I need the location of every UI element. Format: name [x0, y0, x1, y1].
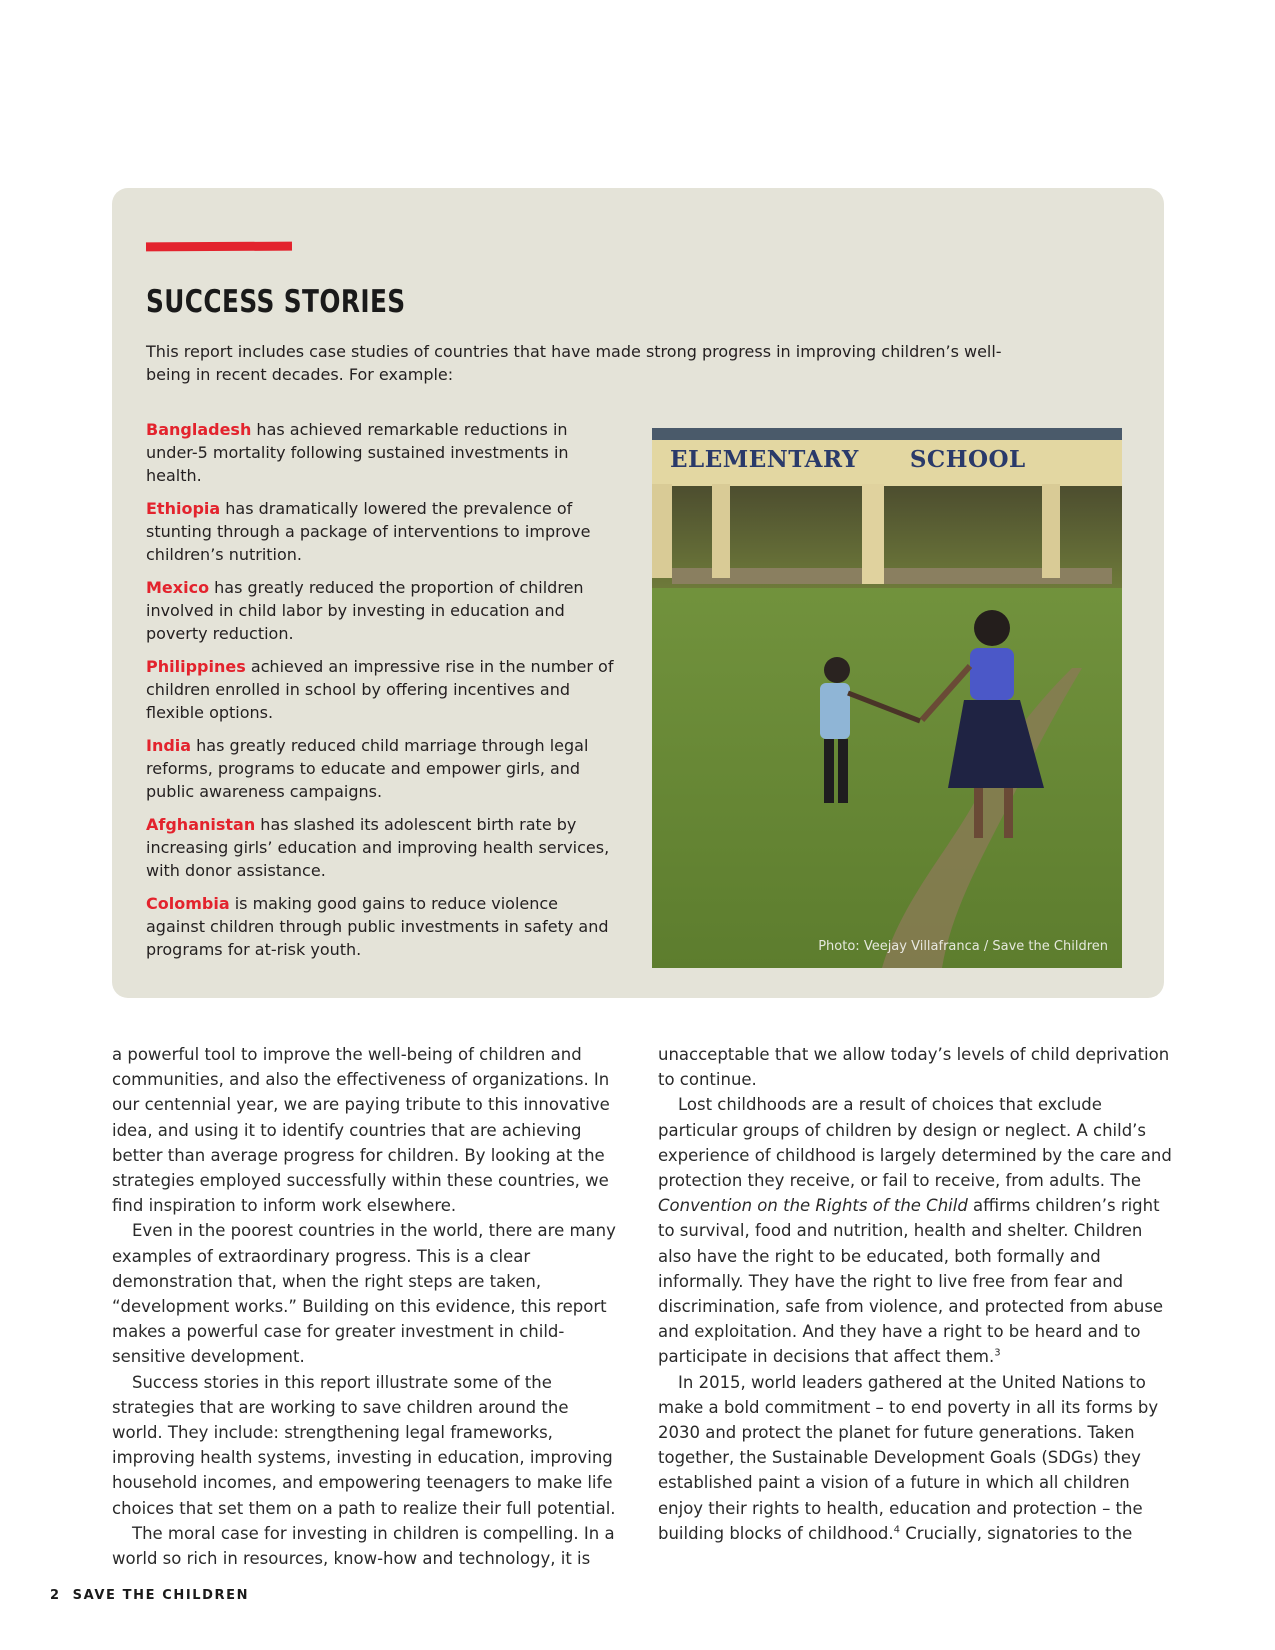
text-span: Lost childhoods are a result of choices that exclude particular groups of children by design or neglect. A child’s experience of childhood is largely determined by the care and protection they receive, or fail to receive, from adults. The	[658, 1095, 1172, 1191]
box-intro: This report includes case studies of countries that have made strong progress in improving children’s well-being in recent decades. For example:	[146, 342, 1002, 384]
footnote-ref: 4	[893, 1524, 901, 1536]
story-text: is making good gains to reduce violence against children through public investments in safety and programs for at-risk youth.	[146, 894, 609, 959]
story-item	[146, 655, 616, 724]
body-paragraph: a powerful tool to improve the well-being of children and communities, and also the effectiveness of organizations. In our centennial year, we are paying tribute to this innovative idea, and using it to identify countries that are achieving better than average progress for children. By looking at the strategies employed successfully within these countries, we find inspiration to inform work elsewhere.	[112, 1045, 610, 1216]
country-name: Mexico	[146, 578, 210, 597]
body-paragraph	[658, 1092, 1173, 1369]
story-item	[146, 497, 616, 566]
country-name: Philippines	[146, 657, 246, 676]
story-item	[146, 418, 616, 487]
body-paragraph: Success stories in this report illustrate some of the strategies that are working to save children around the world. They include: strengthening legal frameworks, improving health systems, investing in education, improving household incomes, and empowering teenagers to make life choices that set them on a path to realize their full potential.	[112, 1372, 616, 1518]
story-text: has achieved remarkable reductions in under-5 mortality following sustained investments in health.	[146, 420, 569, 485]
country-name: Ethiopia	[146, 499, 221, 518]
box-title: SUCCESS STORIES	[146, 284, 406, 320]
page-footer	[50, 1588, 249, 1603]
school-photo	[652, 428, 1122, 968]
school-sign-text: ELEMENTARY SCHOOL	[670, 446, 1026, 473]
story-text: has greatly reduced child marriage through legal reforms, programs to educate and empower girls, and public awareness campaigns.	[146, 736, 589, 801]
country-name: Colombia	[146, 894, 230, 913]
country-name: India	[146, 736, 192, 755]
story-item	[146, 813, 616, 882]
body-column-right	[658, 1042, 1173, 1546]
body-paragraph: Even in the poorest countries in the world, there are many examples of extraordinary progress. This is a clear demonstration that, when the right steps are taken, “development works.” Building on this evidence, this report makes a powerful case for greater investment in child-sensitive development.	[112, 1221, 616, 1367]
text-span: In 2015, world leaders gathered at the United Nations to make a bold commitment – to end poverty in all its forms by 2030 and protect the planet for future generations. Taken together, the Sustainable Development Goals (SDGs) they established paint a vision of a future in which all children enjoy their rights to health, education and protection – the building blocks of childhood.	[658, 1372, 1159, 1543]
body-paragraph: unacceptable that we allow today’s levels of child deprivation to continue.	[658, 1045, 1170, 1090]
body-paragraph: The moral case for investing in children is compelling. In a world so rich in resources, know-how and technology, it is	[112, 1523, 615, 1569]
country-name: Bangladesh	[146, 420, 252, 439]
story-item	[146, 576, 616, 645]
convention-title: Convention on the Rights of the Child	[658, 1196, 968, 1216]
story-item	[146, 892, 616, 961]
story-text: has greatly reduced the proportion of children involved in child labor by investing in education and poverty reduction.	[146, 578, 584, 643]
success-stories-list	[146, 418, 616, 971]
body-paragraph	[658, 1370, 1173, 1546]
accent-bar	[146, 242, 292, 252]
publication-name: SAVE THE CHILDREN	[72, 1588, 250, 1603]
success-stories-box	[112, 188, 1164, 998]
story-text: has slashed its adolescent birth rate by increasing girls’ education and improving health services, with donor assistance.	[146, 815, 610, 880]
text-span: affirms children’s right to survival, food and nutrition, health and shelter. Children also have the right to be educated, both formally and informally. They have the right to live free from fear and discrimination, safe from violence, and protected from abuse and exploitation. And they have a right to be heard and to participate in decisions that affect them.	[658, 1196, 1164, 1367]
story-text: achieved an impressive rise in the number of children enrolled in school by offering incentives and flexible options.	[146, 657, 614, 722]
text-span: Crucially, signatories to the	[900, 1523, 1133, 1543]
country-name: Afghanistan	[146, 815, 256, 834]
page-number: 2	[50, 1588, 61, 1603]
story-text: has dramatically lowered the prevalence of stunting through a package of interventions to improve children’s nutrition.	[146, 499, 591, 564]
photo-illustration	[652, 428, 1122, 968]
photo-credit: Photo: Veejay Villafranca / Save the Children	[818, 939, 1108, 954]
footnote-ref: 3	[994, 1347, 1001, 1359]
body-column-left	[112, 1042, 624, 1571]
story-item	[146, 734, 616, 803]
